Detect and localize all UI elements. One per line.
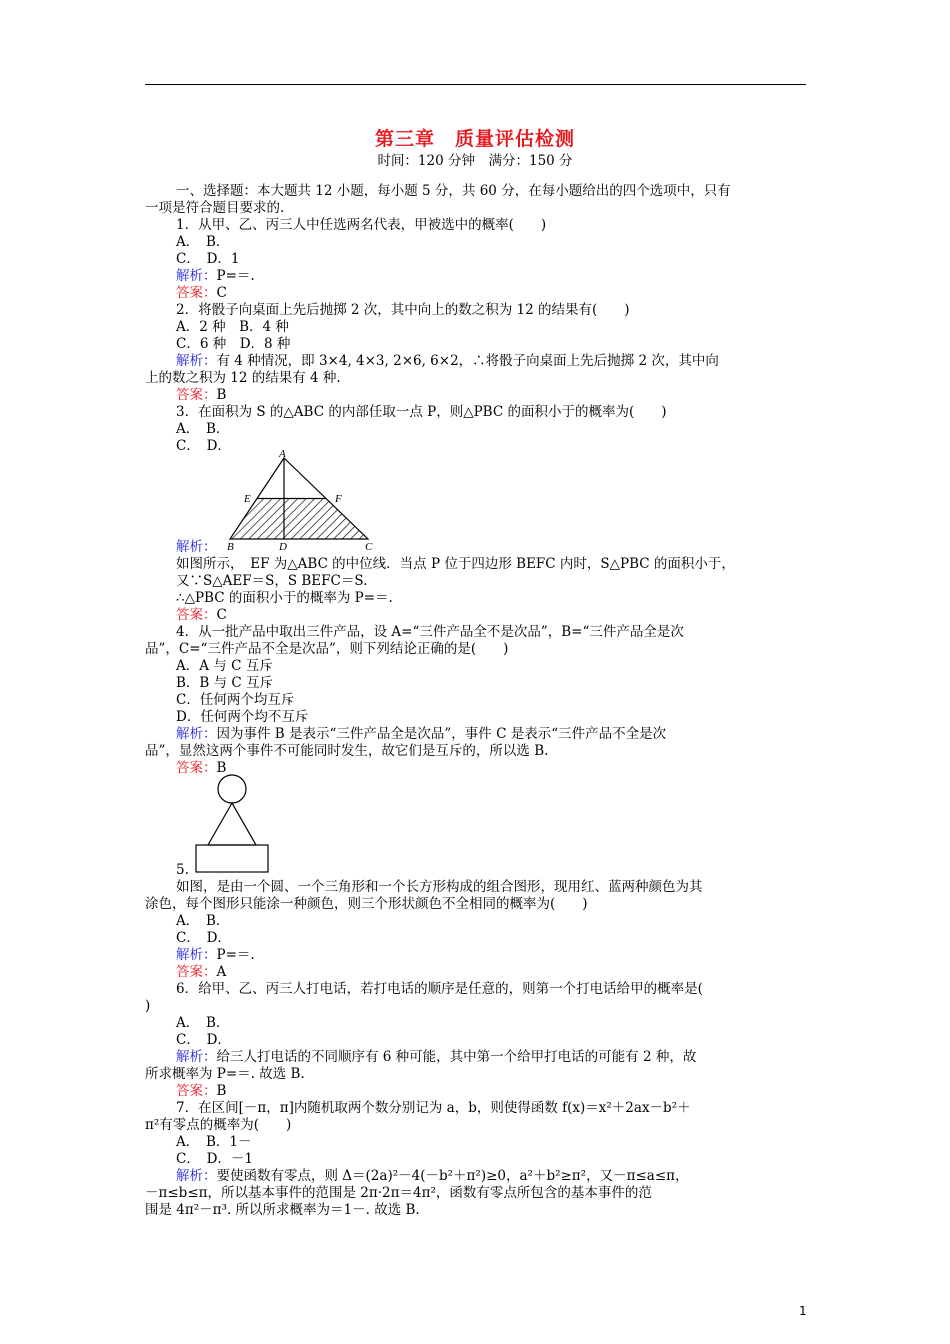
text-line — [176, 539, 217, 556]
text-line — [176, 1015, 229, 1032]
text-line — [176, 268, 255, 285]
text-line — [145, 1185, 652, 1202]
line-text: 一项是符合题目要求的. — [145, 200, 285, 216]
line-text: D．任何两个均不互斥 — [176, 709, 309, 725]
page-title: 第三章 质量评估检测 — [374, 128, 575, 150]
label-a: A — [279, 448, 286, 460]
line-text: π²有零点的概率为( ) — [145, 1117, 292, 1133]
line-text: 1．从甲、乙、丙三人中任选两名代表，甲被选中的概率( ) — [176, 217, 547, 233]
text-line — [176, 1083, 226, 1100]
text-line — [176, 930, 231, 947]
header-rule — [145, 84, 806, 85]
line-text: A． B． — [176, 1015, 230, 1031]
text-line — [176, 404, 667, 421]
text-line — [145, 743, 548, 760]
analysis-label: 解析： — [176, 1049, 217, 1065]
text-line — [176, 438, 231, 455]
answer-label: 答案： — [176, 285, 217, 301]
line-text: C — [216, 285, 227, 301]
text-line — [145, 998, 150, 1015]
line-text: 品”，C=“三件产品不全是次品”，则下列结论正确的是( ) — [145, 641, 509, 657]
text-line — [145, 200, 284, 217]
text-line — [176, 964, 226, 981]
text-line — [176, 285, 227, 302]
text-line — [176, 336, 290, 353]
text-line — [176, 709, 308, 726]
line-text: ∴△PBC 的面积小于的概率为 P=＝. — [176, 590, 393, 606]
line-text: C． D． — [176, 438, 231, 454]
line-text: 有 4 种情况，即 3×4, 4×3, 2×6, 6×2，∴将骰子向桌面上先后抛掷 2 次，其中向 — [216, 353, 719, 369]
text-line — [176, 879, 703, 896]
circle-shape — [218, 775, 246, 803]
text-line — [176, 981, 703, 998]
line-text: 4．从一批产品中取出三件产品，设 A=“三件产品全不是次品”，B=“三件产品全是次 — [176, 624, 684, 640]
text-line — [145, 1202, 420, 1219]
text-line — [176, 1134, 252, 1151]
line-text: 3．在面积为 S 的△ABC 的内部任取一点 P，则△PBC 的面积小于的概率为( ) — [176, 404, 667, 420]
text-line — [176, 1168, 689, 1185]
line-text: 品”，显然这两个事件不可能同时发生，故它们是互斥的，所以选 B. — [145, 743, 549, 759]
line-text: 如图所示， EF 为△ABC 的中位线．当点 P 位于四边形 BEFC 内时，S△PBC 的面积小于， — [176, 556, 735, 572]
label-d: D — [279, 541, 287, 553]
line-text: C． D． — [176, 930, 231, 946]
line-text: B — [216, 387, 227, 403]
line-text: 如图，是由一个圆、一个三角形和一个长方形构成的组合图形，现用红、蓝两种颜色为其 — [176, 879, 703, 895]
label-c: C — [365, 541, 373, 553]
text-line — [176, 862, 189, 879]
line-text: A． B． — [176, 913, 230, 929]
line-text: B．B 与 C 互斥 — [176, 675, 274, 691]
line-text: A． B． — [176, 421, 230, 437]
text-line — [176, 556, 735, 573]
label-b: B — [227, 541, 234, 553]
analysis-label: 解析： — [176, 539, 217, 555]
text-line — [176, 573, 367, 590]
analysis-label: 解析： — [176, 1168, 217, 1184]
text-line — [176, 302, 630, 319]
shapes-figure — [194, 774, 274, 874]
line-text: P=＝. — [216, 947, 255, 963]
line-text: 所求概率为 P=＝. 故选 B. — [145, 1066, 305, 1082]
triangle-figure — [226, 448, 386, 553]
label-f: F — [335, 493, 342, 505]
text-line — [176, 183, 731, 200]
text-line — [176, 726, 666, 743]
line-text: 围是 4π²－π³. 所以所求概率为＝1－. 故选 B. — [145, 1202, 420, 1218]
line-text: A． B．1－ — [176, 1134, 252, 1150]
text-line — [145, 896, 588, 913]
text-line — [176, 319, 289, 336]
line-text: A． B． — [176, 234, 230, 250]
text-line — [145, 1066, 305, 1083]
text-line — [176, 658, 273, 675]
text-line — [176, 421, 229, 438]
text-line — [145, 370, 341, 387]
line-text: B — [216, 1083, 227, 1099]
text-line — [176, 217, 546, 234]
analysis-label: 解析： — [176, 268, 217, 284]
answer-label: 答案： — [176, 1083, 217, 1099]
line-text: 上的数之积为 12 的结果有 4 种. — [145, 370, 341, 386]
triangle-shape — [208, 803, 256, 845]
analysis-label: 解析： — [176, 947, 217, 963]
text-line — [176, 234, 229, 251]
text-line — [176, 624, 684, 641]
line-text: 要使函数有零点，则 Δ＝(2a)²－4(－b²＋π²)≥0，a²＋b²≥π²，又－π≤a≤π， — [216, 1168, 689, 1184]
analysis-label: 解析： — [176, 353, 217, 369]
label-e: E — [244, 493, 251, 505]
line-text: A．A 与 C 互斥 — [176, 658, 273, 674]
answer-label: 答案： — [176, 607, 217, 623]
text-line — [145, 1117, 291, 1134]
line-text: 因为事件 B 是表示“三件产品全是次品”，事件 C 是表示“三件产品不全是次 — [216, 726, 667, 742]
analysis-label: 解析： — [176, 726, 217, 742]
line-text: ) — [145, 998, 151, 1014]
line-text: 5. — [176, 862, 189, 878]
answer-label: 答案： — [176, 964, 217, 980]
text-line — [176, 692, 294, 709]
line-text: 给三人打电话的不同顺序有 6 种可能，其中第一个给甲打电话的可能有 2 种，故 — [216, 1049, 697, 1065]
text-line — [176, 1049, 696, 1066]
line-text: A — [216, 964, 227, 980]
page-number: 1 — [799, 1304, 807, 1318]
line-text: 一、选择题：本大题共 12 小题，每小题 5 分，共 60 分，在每小题给出的四个选项中，只有 — [176, 183, 731, 199]
text-line — [176, 1032, 231, 1049]
text-line — [176, 947, 255, 964]
line-text: A．2 种 B．4 种 — [176, 319, 289, 335]
line-text: B — [216, 760, 227, 776]
line-text: 7．在区间[－π，π]内随机取两个数分别记为 a，b，则使得函数 f(x)＝x²＋2ax－b²＋ — [176, 1100, 691, 1116]
line-text: C． D． — [176, 1032, 231, 1048]
text-line — [145, 641, 508, 658]
text-line — [176, 913, 229, 930]
line-text: C．任何两个均互斥 — [176, 692, 295, 708]
text-line — [176, 590, 393, 607]
line-text: 涂色，每个图形只能涂一种颜色，则三个形状颜色不全相同的概率为( ) — [145, 896, 588, 912]
rectangle-shape — [196, 845, 268, 872]
line-text: 6．给甲、乙、丙三人打电话，若打电话的顺序是任意的，则第一个打电话给甲的概率是( — [176, 981, 703, 997]
line-text: C．6 种 D．8 种 — [176, 336, 291, 352]
text-line — [176, 251, 240, 268]
line-text: 又∵S△AEF＝S，S BEFC＝S. — [176, 573, 368, 589]
line-text: －π≤b≤π，所以基本事件的范围是 2π·2π＝4π²，函数有零点所包含的基本事件的范 — [145, 1185, 652, 1201]
text-line — [176, 387, 226, 404]
line-text: C． D．1 — [176, 251, 240, 267]
text-line — [176, 1100, 691, 1117]
answer-label: 答案： — [176, 760, 217, 776]
text-line — [176, 607, 227, 624]
line-text: C． D．－1 — [176, 1151, 253, 1167]
page-subtitle: 时间：120 分钟 满分：150 分 — [377, 153, 573, 169]
line-text: 2．将骰子向桌面上先后抛掷 2 次，其中向上的数之积为 12 的结果有( ) — [176, 302, 630, 318]
text-line — [176, 353, 719, 370]
line-text: C — [216, 607, 227, 623]
text-line — [176, 675, 273, 692]
line-text: P=＝. — [216, 268, 255, 284]
text-line — [176, 1151, 253, 1168]
answer-label: 答案： — [176, 387, 217, 403]
